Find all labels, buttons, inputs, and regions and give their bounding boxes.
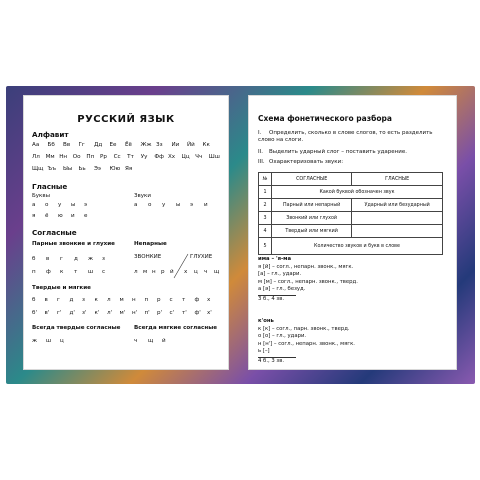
- letter: Ее: [109, 142, 117, 148]
- letter: Дд: [94, 142, 103, 148]
- letter: и: [204, 202, 208, 208]
- letter: Фф: [154, 154, 164, 160]
- letter: Ии: [171, 142, 180, 148]
- letter: х': [207, 310, 212, 316]
- example-2-word: к'онь: [258, 318, 274, 324]
- letter: Рр: [99, 154, 107, 160]
- letter: з: [82, 297, 85, 303]
- letter: х: [207, 297, 211, 303]
- letter: к': [94, 310, 100, 316]
- step-3: III. Охарактеризовать звуки:: [258, 159, 344, 165]
- letter: к: [94, 297, 98, 303]
- letter: ч: [204, 269, 208, 275]
- letter: щ: [214, 269, 220, 275]
- letter: Аа: [32, 142, 40, 148]
- letter: р: [161, 269, 165, 275]
- step-1: I. Определить, сколько в слове слогов, то есть разделить слово на слоги.: [258, 130, 433, 143]
- letter: с: [169, 297, 173, 303]
- letter: ф': [194, 310, 201, 316]
- vowel-letters-row-2: [32, 213, 97, 219]
- letter: д: [74, 256, 78, 262]
- letter: д: [69, 297, 74, 303]
- letter: м: [143, 269, 148, 275]
- letter: у: [162, 202, 166, 208]
- letter: Йй: [187, 142, 195, 148]
- letter: ф: [46, 269, 51, 275]
- example-1-word: има – 'я-ма: [258, 256, 292, 262]
- always-hard-row: [32, 338, 74, 344]
- letter: э: [84, 202, 88, 208]
- letter: ж: [88, 256, 94, 262]
- letter: о: [45, 202, 49, 208]
- paired-label: Парные звонкие и глухие: [32, 241, 115, 247]
- letter: в': [44, 310, 50, 316]
- step-2: II. Выделить ударный слог – поставить ударение.: [258, 149, 407, 155]
- letter: п: [32, 269, 36, 275]
- letter: н: [132, 297, 136, 303]
- letter: ы: [176, 202, 181, 208]
- letter: Ыы: [63, 166, 73, 172]
- right-page: [248, 95, 457, 370]
- letter: ё: [45, 213, 49, 219]
- letter: э: [190, 202, 194, 208]
- letter: Щщ: [32, 166, 44, 172]
- letter: з: [102, 256, 105, 262]
- letter: Тт: [127, 154, 134, 160]
- unpaired-voiceless-row: [184, 269, 224, 275]
- paired-voiced-row: [32, 256, 116, 262]
- letter: й: [170, 269, 174, 275]
- letter: в: [44, 297, 48, 303]
- letter: Бб: [47, 142, 55, 148]
- unpaired-voiceless-label: ГЛУХИЕ: [190, 254, 213, 260]
- vowels-heading: Гласные: [32, 182, 68, 191]
- letter: н': [132, 310, 138, 316]
- letter: м': [119, 310, 126, 316]
- letter: Шш: [208, 154, 220, 160]
- letter: Сс: [113, 154, 121, 160]
- alphabet-row-1: [32, 142, 218, 148]
- letters-label: Буквы: [32, 193, 50, 199]
- hard-consonants-row: [32, 297, 220, 303]
- letter: р': [157, 310, 163, 316]
- letter: б: [32, 297, 36, 303]
- letter: ц: [60, 338, 64, 344]
- example-1-analysis: я [й] – согл., непарн. звонк., мягк. [а] – гл., удари. м [м] – согл., непарн. звонк., тверд. а [ə] – гл., безуд. 3 б., 4 зв.: [258, 264, 358, 302]
- letter: х: [184, 269, 188, 275]
- letter: п: [144, 297, 149, 303]
- letter: о: [148, 202, 152, 208]
- unpaired-voiced-label: ЗВОНКИЕ: [134, 254, 162, 260]
- letter: н: [152, 269, 156, 275]
- alphabet-row-3: [32, 166, 141, 172]
- letter: Ёё: [125, 142, 132, 148]
- letter: т': [182, 310, 187, 316]
- sounds-label: Звуки: [134, 193, 151, 199]
- letter: Чч: [195, 154, 203, 160]
- letter: б': [32, 310, 37, 316]
- letter: в: [46, 256, 50, 262]
- letter: г: [60, 256, 63, 262]
- letter: Мм: [45, 154, 55, 160]
- letter: я: [32, 213, 36, 219]
- always-hard-label: Всегда твердые согласные: [32, 325, 121, 331]
- letter: т: [74, 269, 78, 275]
- letter: Зз: [156, 142, 163, 148]
- vowel-sounds-row: [134, 202, 218, 208]
- unpaired-divider: [172, 250, 192, 280]
- unpaired-voiced-row: [134, 269, 179, 275]
- letter: Гг: [78, 142, 85, 148]
- letter: п': [144, 310, 150, 316]
- letter: г: [57, 297, 60, 303]
- alphabet-heading: Алфавит: [32, 130, 69, 139]
- example-2-analysis: к [к] – согл., парн. звонк., тверд. о [о] – гл., удари. н [н'] – согл., непарн. звонк., мягк. ь [–] 4 б., 3 зв.: [258, 326, 355, 364]
- letter: Яя: [125, 166, 133, 172]
- letter: Кк: [202, 142, 210, 148]
- letter: Ээ: [94, 166, 101, 172]
- letter: ж: [32, 338, 38, 344]
- letter: Пп: [86, 154, 95, 160]
- left-page: [23, 95, 229, 370]
- letter: и: [71, 213, 75, 219]
- letter: к: [60, 269, 64, 275]
- letter: ч: [134, 338, 138, 344]
- vowel-letters-row-1: [32, 202, 97, 208]
- letter: л: [134, 269, 138, 275]
- letter: б: [32, 256, 36, 262]
- letter: й: [162, 338, 166, 344]
- letter: Уу: [140, 154, 148, 160]
- soft-consonants-row: [32, 310, 220, 316]
- letter: а: [32, 202, 36, 208]
- letter: Оо: [72, 154, 81, 160]
- letter: г': [57, 310, 62, 316]
- letter: Нн: [59, 154, 68, 160]
- scheme-title: Схема фонетического разбора: [258, 114, 392, 123]
- letter: Ъъ: [47, 166, 57, 172]
- letter: ю: [58, 213, 63, 219]
- letter: щ: [148, 338, 154, 344]
- letter: р: [157, 297, 161, 303]
- letter: д': [69, 310, 75, 316]
- letter: с': [169, 310, 175, 316]
- letter: л': [107, 310, 113, 316]
- letter: ш: [46, 338, 52, 344]
- letter: л: [107, 297, 111, 303]
- letter: ы: [71, 202, 76, 208]
- page-title: РУССКИЙ ЯЗЫК: [77, 114, 175, 125]
- letter: Цц: [181, 154, 190, 160]
- unpaired-label: Непарные: [134, 241, 167, 247]
- phonetic-table: № СОГЛАСНЫЕ ГЛАСНЫЕ 1 Какой буквой обозначен звук 2 Парный или непарный Ударный или безударный 3 Звонкий или глухой 4 Твердый или мягкий 5 Количество звуков и букв в слове: [258, 172, 443, 255]
- always-soft-label: Всегда мягкие согласные: [134, 325, 218, 331]
- letter: ф: [194, 297, 200, 303]
- letter: Хх: [167, 154, 176, 160]
- always-soft-row: [134, 338, 176, 344]
- letter: ц: [194, 269, 198, 275]
- alphabet-row-2: [32, 154, 222, 160]
- letter: у: [58, 202, 62, 208]
- hard-soft-label: Твердые и мягкие: [32, 285, 91, 291]
- letter: Юю: [109, 166, 121, 172]
- letter: с: [102, 269, 106, 275]
- letter: Лл: [32, 154, 40, 160]
- paired-voiceless-row: [32, 269, 116, 275]
- letter: Жж: [140, 142, 152, 148]
- letter: м: [119, 297, 124, 303]
- letter: а: [134, 202, 138, 208]
- letter: е: [84, 213, 88, 219]
- letter: т: [182, 297, 186, 303]
- letter: з': [82, 310, 87, 316]
- letter: Ьь: [78, 166, 86, 172]
- letter: ш: [88, 269, 94, 275]
- letter: Вв: [63, 142, 71, 148]
- consonants-heading: Согласные: [32, 228, 77, 237]
